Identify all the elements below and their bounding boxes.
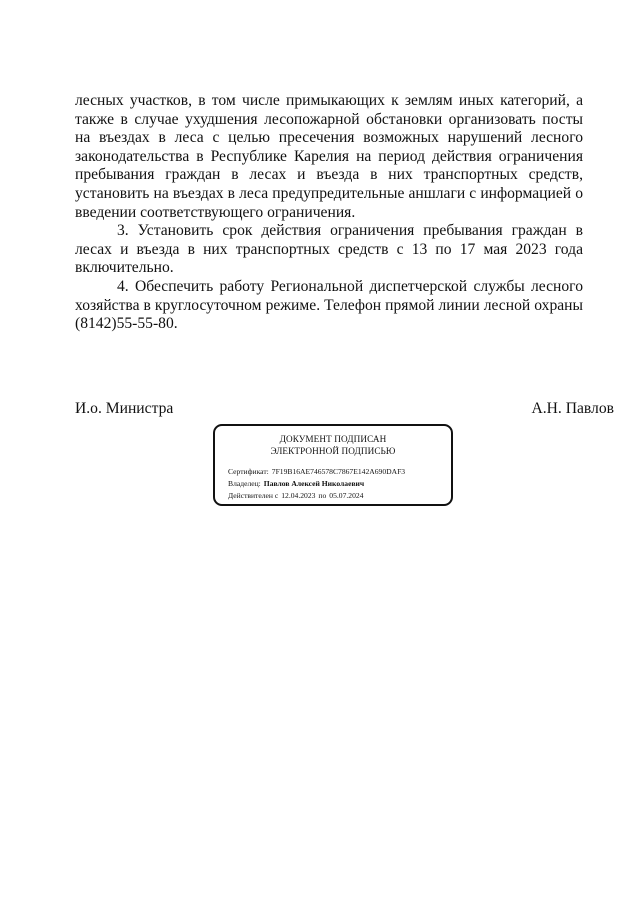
paragraph-item-4: 4. Обеспечить работу Региональной диспетчерской службы лесного хозяйства в круглосуточном режиме. Телефон прямой линии лесной охраны (8142)55-55-80. [75,277,583,333]
stamp-header [215,434,451,457]
stamp-owner-row [228,478,450,490]
stamp-owner-value: Павлов Алексей Николаевич [263,479,365,488]
stamp-header-line2: ЭЛЕКТРОННОЙ ПОДПИСЬЮ [270,445,396,456]
stamp-header-line1: ДОКУМЕНТ ПОДПИСАН [279,434,387,444]
stamp-validity-from: 12.04.2023 [281,491,316,500]
stamp-validity-to: 05.07.2024 [329,491,364,500]
stamp-certificate-value: 7F19B16AE746578C7867E142A690DAF3 [271,467,406,476]
stamp-validity-row [228,490,450,502]
stamp-certificate-label: Сертификат: [228,467,269,476]
stamp-owner-label: Владелец: [228,479,261,488]
document-body [75,92,583,334]
paragraph-continuation: лесных участков, в том числе примыкающих к землям иных категорий, а также в случае ухудшения лесопожарной обстановки организовать посты на въездах в леса с целью пресечения возможных нарушений лесного законодательства в Республике Карелия на период действия ограничения пребывания граждан в лесах и въезда в них транспортных средств, установить на въездах в леса предупредительные аншлаги с информацией о введении соответствующего ограничения. [75,92,583,221]
stamp-certificate-row [228,466,450,478]
electronic-signature-stamp [213,424,453,506]
stamp-validity-to-label: по [318,491,327,500]
signatory-name: А.Н. Павлов [531,400,614,417]
signatory-title: И.о. Министра [75,400,174,417]
paragraph-item-3: 3. Установить срок действия ограничения пребывания граждан в лесах и въезда в них транспортных средств с 13 по 17 мая 2023 года включительно. [75,222,583,277]
stamp-details [228,466,450,502]
stamp-validity-label: Действителен с [228,491,279,500]
